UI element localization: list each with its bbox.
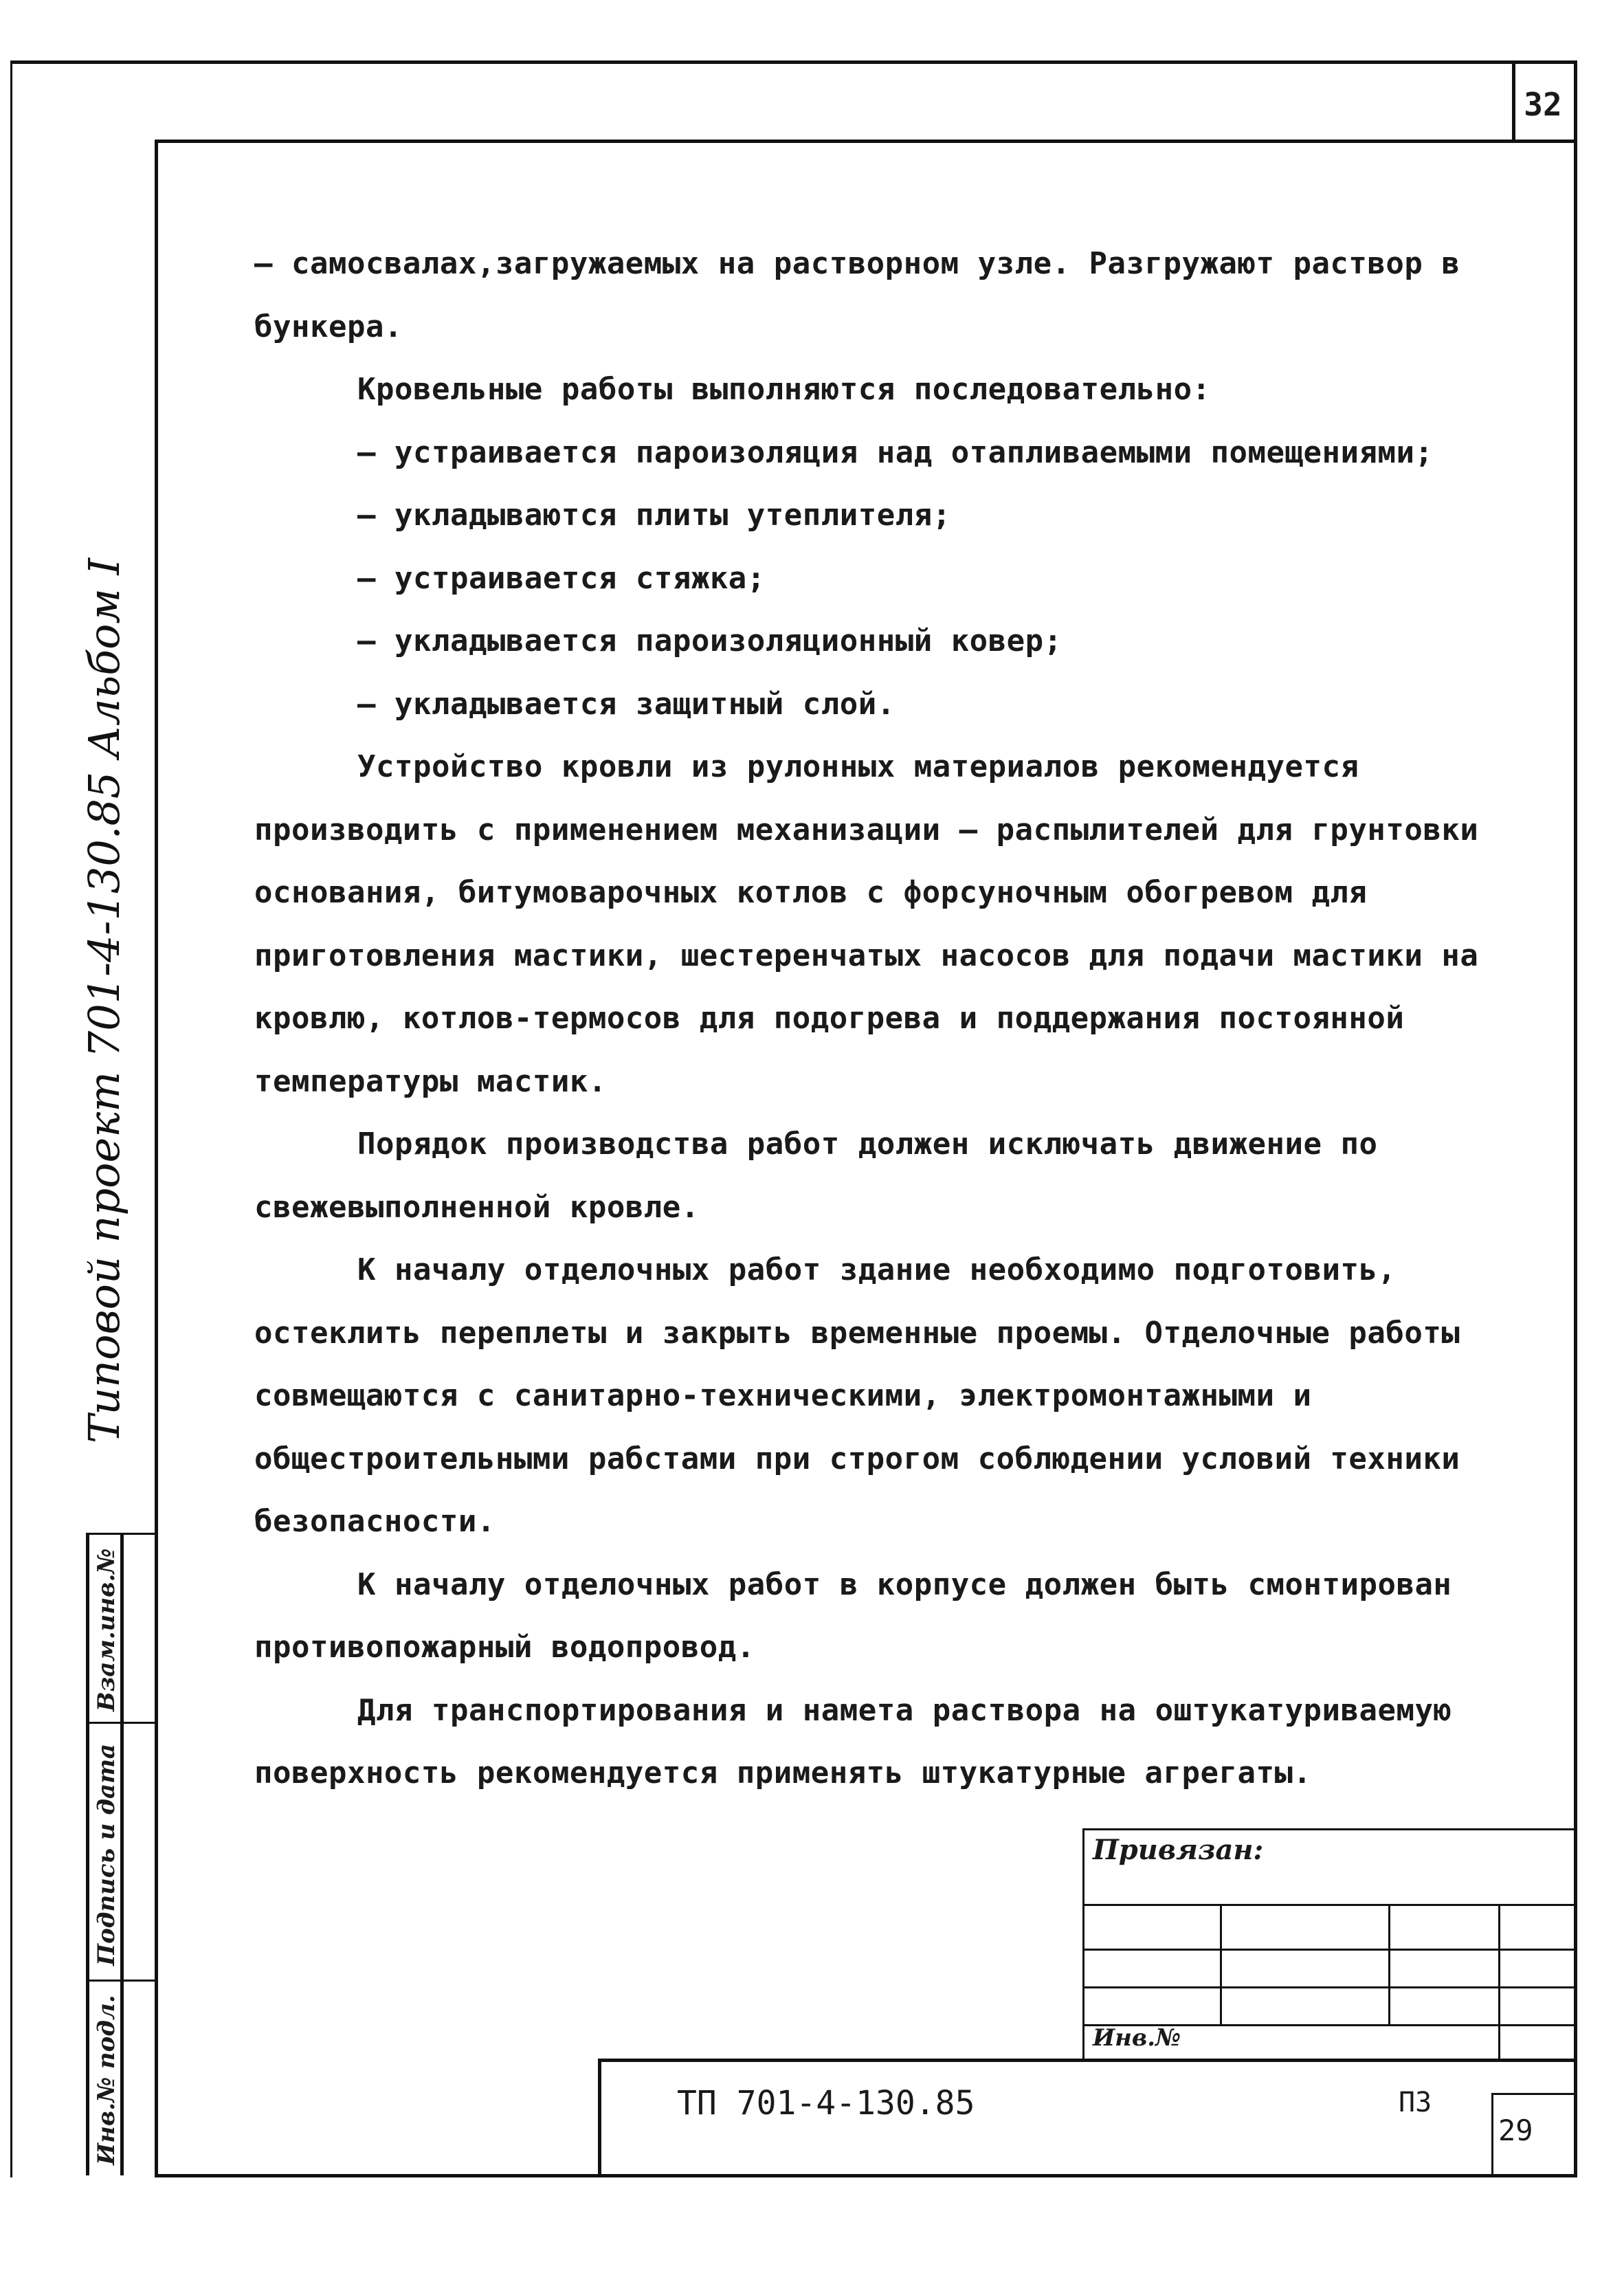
list-item: – устраивается стяжка; xyxy=(357,560,766,596)
document-code: ТП 701-4-130.85 xyxy=(677,2084,975,2122)
margin-cell-replaced-inv: Взам.инв.№ xyxy=(93,1548,120,1711)
outer-frame-top xyxy=(10,60,1577,64)
margin-cells-sep-1 xyxy=(86,1722,155,1724)
list-item: – укладывается защитный слой. xyxy=(357,686,896,722)
margin-cell-signature-date: Подпись и дата xyxy=(93,1743,120,1966)
list-item: – укладываются плиты утеплителя; xyxy=(357,498,951,533)
outer-frame-left xyxy=(10,60,12,2177)
inner-frame-top xyxy=(155,140,1577,143)
paragraph-finishing: К началу отделочных работ здание необходимо подготовить, остеклить переплеты и закрыть временные проемы. Отделочные работы совмещаются с санитарно-техническими, электромонтажными и общестроительными рабстами при строгом соблюдении условий техники безопасности. xyxy=(254,1252,1479,1539)
page-number: 32 xyxy=(1524,86,1562,123)
inner-frame-left xyxy=(155,140,158,2177)
paragraph-roofing: Устройство кровли из рулонных материалов рекомендуется производить с применением механизации – распылителей для грунтовки основания, битумоварочных котлов с форсуночным обогревом для приготовления мастики, шестеренчатых насосов для подачи мастики на кровлю, котлов-термосов для подогрева и поддержания постоянной температуры мастик. xyxy=(254,749,1498,1099)
paragraph-fire-water: К началу отделочных работ в корпусе должен быть смонтирован противопожарный водопровод. xyxy=(254,1566,1471,1665)
document-type: ПЗ xyxy=(1399,2087,1432,2118)
tied-grid-col-2 xyxy=(1388,1904,1390,2024)
tied-grid-col-1 xyxy=(1220,1904,1222,2024)
title-block-left xyxy=(598,2059,601,2175)
inv-label: Инв.№ xyxy=(1093,2024,1181,2052)
tied-block-left xyxy=(1082,1828,1084,2062)
side-title: Типовой проект 701-4-130.85 Альбом I xyxy=(79,557,129,1443)
paragraph-plastering: Для транспортирования и намета раствора на оштукатуриваемую поверхность рекомендуется применять штукатурные агрегаты. xyxy=(254,1692,1471,1790)
margin-cells-divider-1 xyxy=(120,1533,124,2175)
paragraph-1: – самосвалах,загружаемых на растворном узле. Разгружают раствор в бункера. xyxy=(254,246,1479,344)
margin-cells-sep-2 xyxy=(86,1980,155,1982)
inner-frame-bottom xyxy=(155,2174,1577,2177)
sheet-box-top xyxy=(1491,2093,1574,2095)
title-block-top xyxy=(598,2059,1577,2062)
sheet-box-left xyxy=(1491,2093,1493,2175)
sheet-number: 29 xyxy=(1498,2114,1533,2147)
list-item: – устраивается пароизоляция над отапливаемыми помещениями; xyxy=(357,434,1434,470)
margin-cells-left xyxy=(86,1533,89,2175)
paragraph-order: Порядок производства работ должен исключать движение по свежевыполненной кровле. xyxy=(254,1127,1397,1225)
margin-cell-original-inv: Инв.№ подл. xyxy=(93,1995,120,2165)
outer-frame-right xyxy=(1574,60,1577,2177)
tied-label: Привязан: xyxy=(1093,1834,1264,1866)
paragraph-2: Кровельные работы выполняются последовательно: xyxy=(357,372,1211,407)
tied-block-top xyxy=(1082,1828,1574,1830)
margin-cells-top xyxy=(86,1533,155,1535)
document-body xyxy=(254,232,1546,1805)
list-item: – укладывается пароизоляционный ковер; xyxy=(357,623,1063,658)
tied-grid-col-3 xyxy=(1498,1904,1500,2062)
